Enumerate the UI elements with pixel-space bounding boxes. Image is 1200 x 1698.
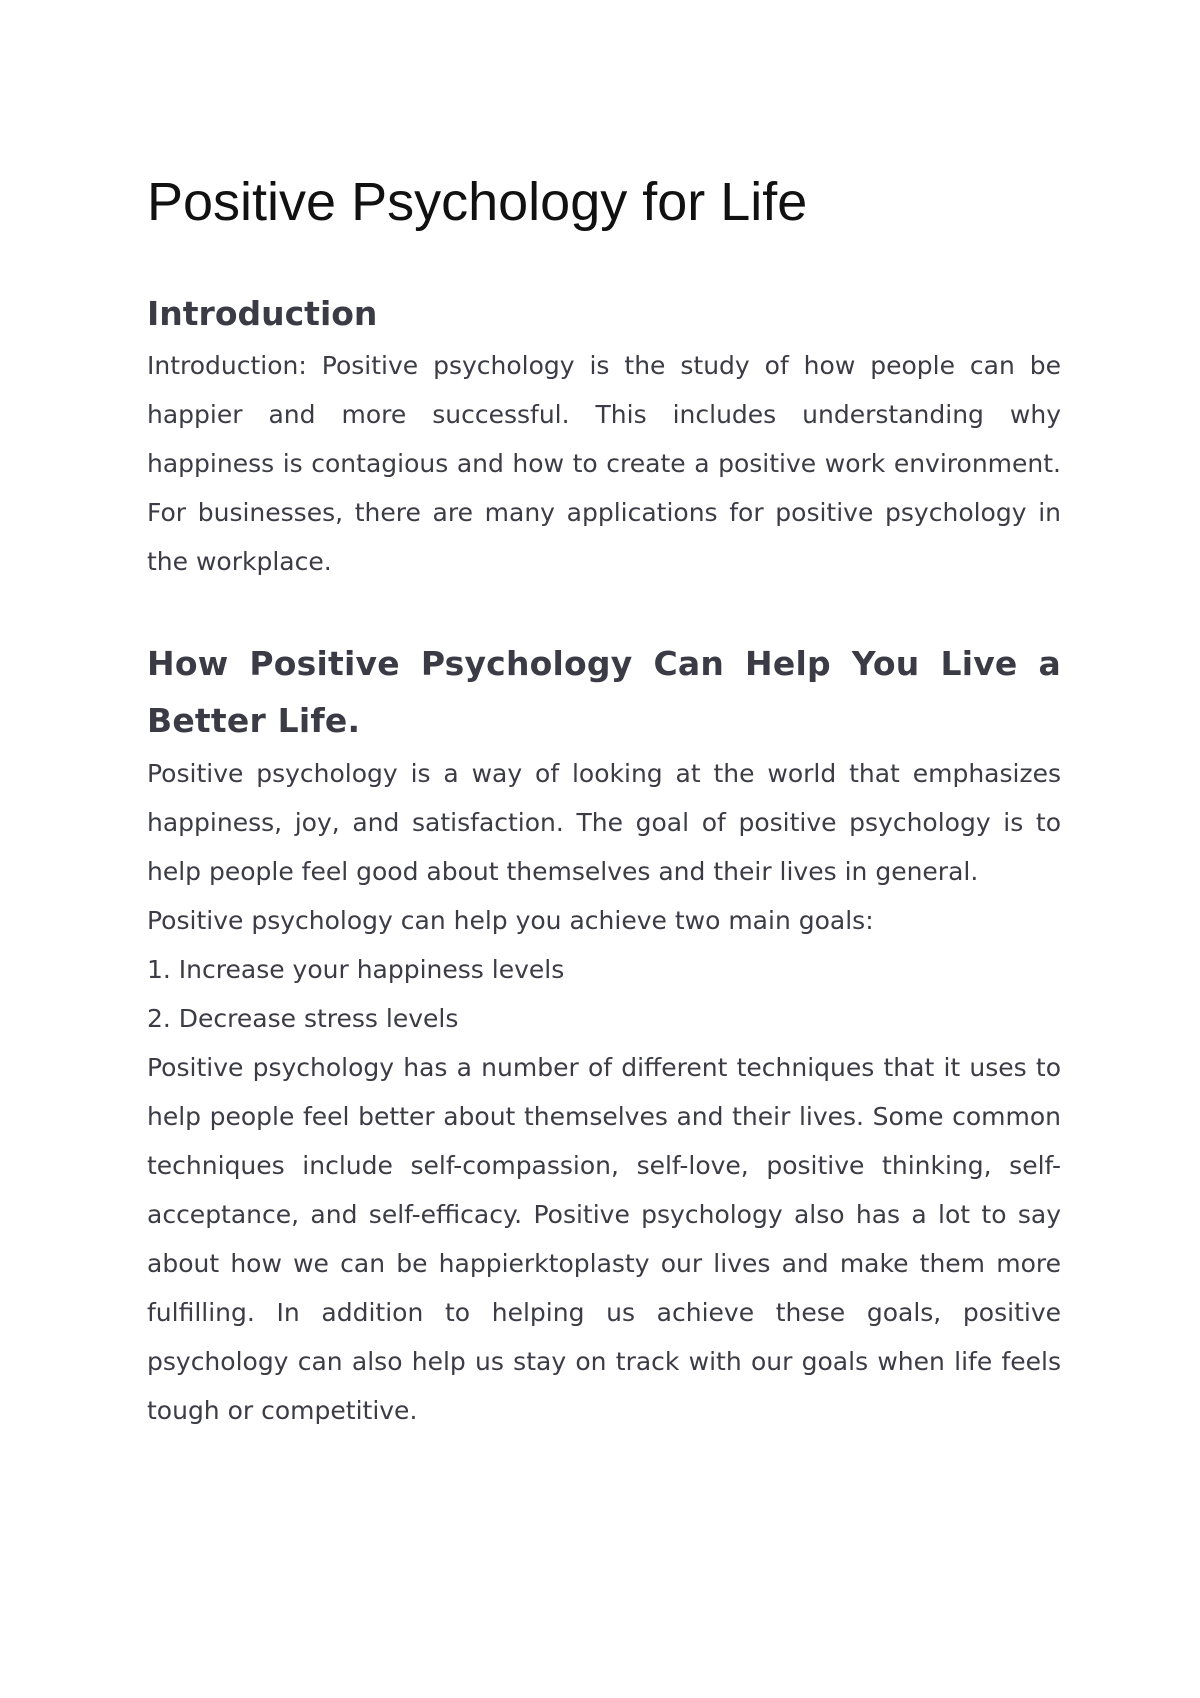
introduction-paragraph: Introduction: Positive psychology is the study of how people can be happier and more successful. This includes understanding why happiness is contagious and how to create a positive work environment. For businesses, there are many applications for positive psychology in the workplace. bbox=[147, 351, 1061, 576]
section-heading-introduction: Introduction bbox=[147, 294, 378, 333]
body-paragraph-1: Positive psychology is a way of looking at the world that emphasizes happiness, joy, and satisfaction. The goal of positive psychology is to help people feel good about themselves and their lives in general. bbox=[147, 759, 1061, 886]
document-title: Positive Psychology for Life bbox=[147, 172, 808, 232]
list-item-1: 1. Increase your happiness levels bbox=[147, 955, 565, 984]
list-item-2: 2. Decrease stress levels bbox=[147, 1004, 459, 1033]
section-heading-how-positive-psychology: How Positive Psychology Can Help You Live a Better Life. bbox=[147, 644, 1061, 740]
body-paragraph-2: Positive psychology can help you achieve two main goals: bbox=[147, 906, 874, 935]
document-content bbox=[147, 170, 1061, 1435]
body-paragraph-3: Positive psychology has a number of different techniques that it uses to help people feel better about themselves and their lives. Some common techniques include self-compassion, self-love, positive thinking, self-acceptance, and self-efficacy. Positive psychology also has a lot to say about how we can be happierktoplasty our lives and make them more fulfilling. In addition to helping us achieve these goals, positive psychology can also help us stay on track with our goals when life feels tough or competitive. bbox=[147, 1053, 1061, 1425]
